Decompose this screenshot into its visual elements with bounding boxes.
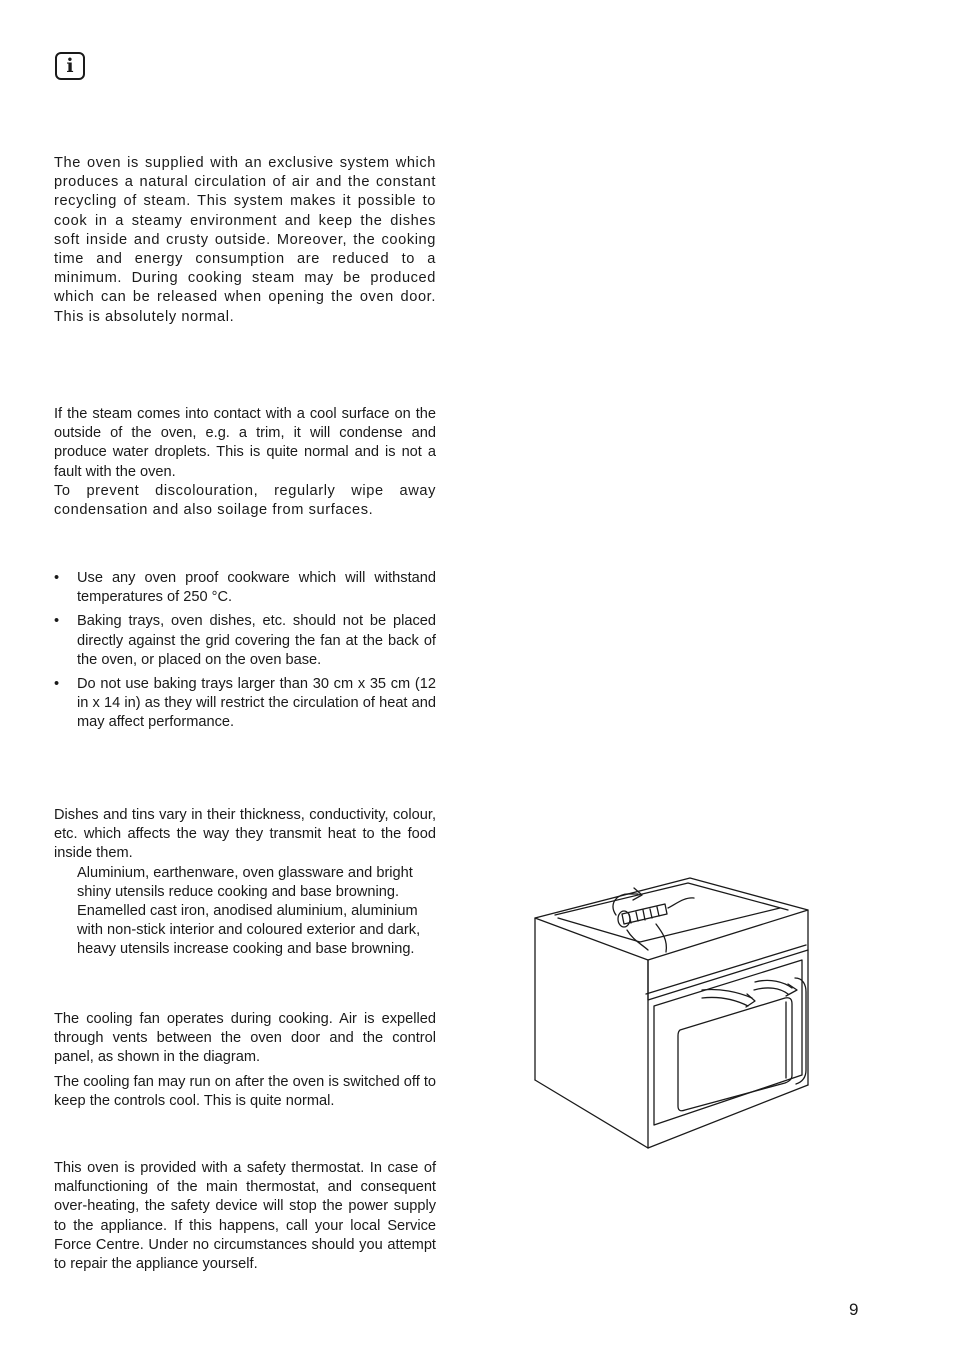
bullet-icon: • — [54, 676, 60, 693]
steam-paragraph: The oven is supplied with an exclusive system which produces a natural circulation of air and the constant recycling of steam. This system makes it possible to cook in a steamy environment and keep the dishes soft inside and crusty outside. Moreover, the cooking time and energy consumption are reduced to a minimum. During cooking steam may be produced which can be released when opening the oven door. This is absolutely normal. — [54, 155, 436, 325]
dishes-paragraph-3: Enamelled cast iron, anodised aluminium, aluminium with non-stick interior and coloured exterior and dark, heavy utensils increase cooking and base browning. — [77, 903, 421, 958]
dishes-paragraph-2: Aluminium, earthenware, oven glassware and bright shiny utensils reduce cooking and base browning. — [77, 864, 413, 900]
cooling-fan-section — [54, 1010, 436, 1111]
cooling-fan-paragraph-2: The cooling fan may run on after the oven is switched off to keep the controls cool. This is quite normal. — [54, 1073, 436, 1109]
condensation-paragraph-2: To prevent discolouration, regularly wipe away condensation and also soilage from surfaces. — [54, 482, 436, 519]
oven-body — [535, 878, 808, 1148]
safety-section — [54, 1159, 436, 1274]
cookware-item-text: Do not use baking trays larger than 30 cm x 35 cm (12 in x 14 in) as they will restrict the circulation of heat and may affect performance. — [77, 676, 436, 731]
oven-airflow-diagram — [530, 870, 815, 1155]
dishes-section — [54, 806, 436, 960]
cookware-list — [54, 569, 436, 733]
cookware-list-item — [54, 612, 436, 670]
condensation-paragraph-1: If the steam comes into contact with a cool surface on the outside of the oven, e.g. a trim, it will condense and produce water droplets. This is quite normal and is not a fault with the oven. — [54, 406, 436, 480]
info-icon — [55, 52, 85, 80]
cookware-item-text: Baking trays, oven dishes, etc. should not be placed directly against the grid covering the fan at the back of the oven, or placed on the oven base. — [77, 613, 436, 668]
fan-assembly — [618, 904, 667, 927]
condensation-section — [54, 405, 436, 520]
airflow-arrow-icon — [613, 888, 797, 1007]
bullet-icon: • — [54, 613, 60, 630]
cookware-section — [54, 569, 436, 738]
steam-section — [54, 154, 436, 327]
cookware-item-text: Use any oven proof cookware which will withstand temperatures of 250 °C. — [77, 570, 436, 606]
cookware-list-item — [54, 569, 436, 607]
bullet-icon: • — [54, 570, 60, 586]
safety-paragraph: This oven is provided with a safety thermostat. In case of malfunctioning of the main thermostat, and consequent over-heating, the safety device will stop the power supply to the appliance. If this happens, call your local Service Force Centre. Under no circumstances should you attempt to repair the appliance yourself. — [54, 1160, 436, 1273]
dishes-paragraph-1: Dishes and tins vary in their thickness, conductivity, colour, etc. which affects the way they transmit heat to the food inside them. — [54, 807, 436, 862]
cooling-fan-paragraph-1: The cooling fan operates during cooking. Air is expelled through vents between the oven door and the control panel, as shown in the diagram. — [54, 1011, 436, 1066]
page-number: 9 — [849, 1300, 859, 1319]
info-icon-glyph: i — [66, 55, 74, 77]
cookware-list-item — [54, 675, 436, 733]
